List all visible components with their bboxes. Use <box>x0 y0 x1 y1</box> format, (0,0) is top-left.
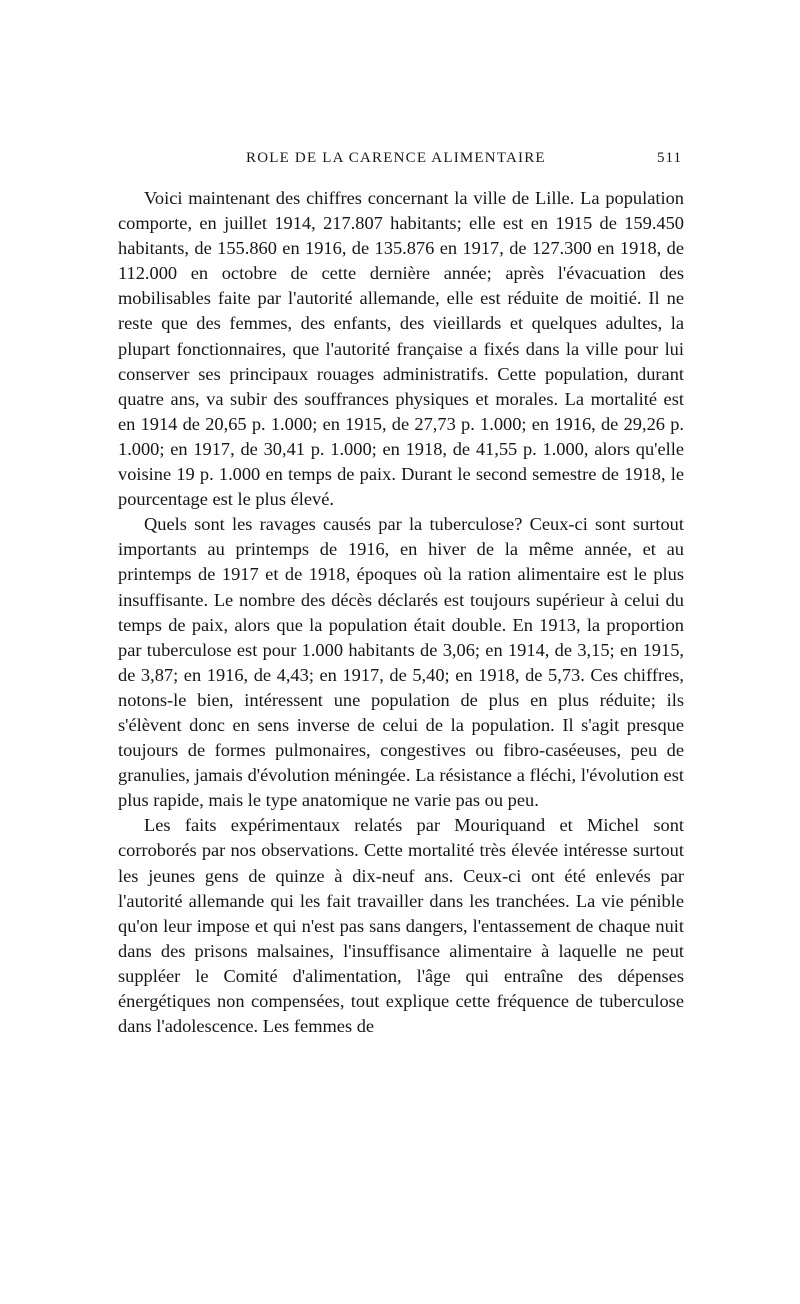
page-number: 511 <box>657 150 682 166</box>
running-head <box>118 150 684 174</box>
body-text <box>118 186 684 1039</box>
paragraph-lille-figures: Voici maintenant des chiffres concernant la ville de Lille. La population comporte, en juillet 1914, 217.807 habitants; elle est en 1915 de 159.450 habitants, de 155.860 en 1916, de 135.876 en 1917, de 127.300 en 1918, de 112.000 en octobre de cette dernière année; après l'évacuation des mobilisables faite par l'autorité allemande, elle est réduite de moitié. Il ne reste que des femmes, des enfants, des vieillards et quelques adultes, la plupart fonctionnaires, que l'autorité française a fixés dans la ville pour lui conserver ses principaux rouages administratifs. Cette population, durant quatre ans, va subir des souffrances physiques et morales. La mortalité est en 1914 de 20,65 p. 1.000; en 1915, de 27,73 p. 1.000; en 1916, de 29,26 p. 1.000; en 1917, de 30,41 p. 1.000; en 1918, de 41,55 p. 1.000, alors qu'elle voisine 19 p. 1.000 en temps de paix. Durant le second semestre de 1918, le pourcentage est le plus élevé. <box>118 188 684 510</box>
paragraph-tuberculosis: Quels sont les ravages causés par la tuberculose? Ceux-ci sont surtout importants au printemps de 1916, en hiver de la même année, et au printemps de 1917 et de 1918, époques où la ration alimentaire est le plus insuffisante. Le nombre des décès déclarés est toujours supérieur à celui du temps de paix, alors que la population était double. En 1913, la proportion par tuberculose est pour 1.000 habitants de 3,06; en 1914, de 3,15; en 1915, de 3,87; en 1916, de 4,43; en 1917, de 5,40; en 1918, de 5,73. Ces chiffres, notons-le bien, intéressent une population de plus en plus réduite; ils s'élèvent donc en sens inverse de celui de la population. Il s'agit presque toujours de formes pulmonaires, congestives ou fibro-caséeuses, peu de granulies, jamais d'évolution méningée. La résistance a fléchi, l'évolution est plus rapide, mais le type anatomique ne varie pas ou peu. <box>118 514 684 811</box>
paragraph-experimental-facts: Les faits expérimentaux relatés par Mouriquand et Michel sont corroborés par nos observations. Cette mortalité très élevée intéresse surtout les jeunes gens de quinze à dix-neuf ans. Ceux-ci ont été enlevés par l'autorité allemande qui les fait travailler dans les tranchées. La vie pénible qu'on leur impose et qui n'est pas sans dangers, l'entassement de chaque nuit dans des prisons malsaines, l'insuffisance alimentaire à laquelle ne peut suppléer le Comité d'alimentation, l'âge qui entraîne des dépenses énergétiques non compensées, tout explique cette fréquence de tuberculose dans l'adolescence. Les femmes de <box>118 815 684 1037</box>
running-title: ROLE DE LA CARENCE ALIMENTAIRE <box>246 150 546 166</box>
